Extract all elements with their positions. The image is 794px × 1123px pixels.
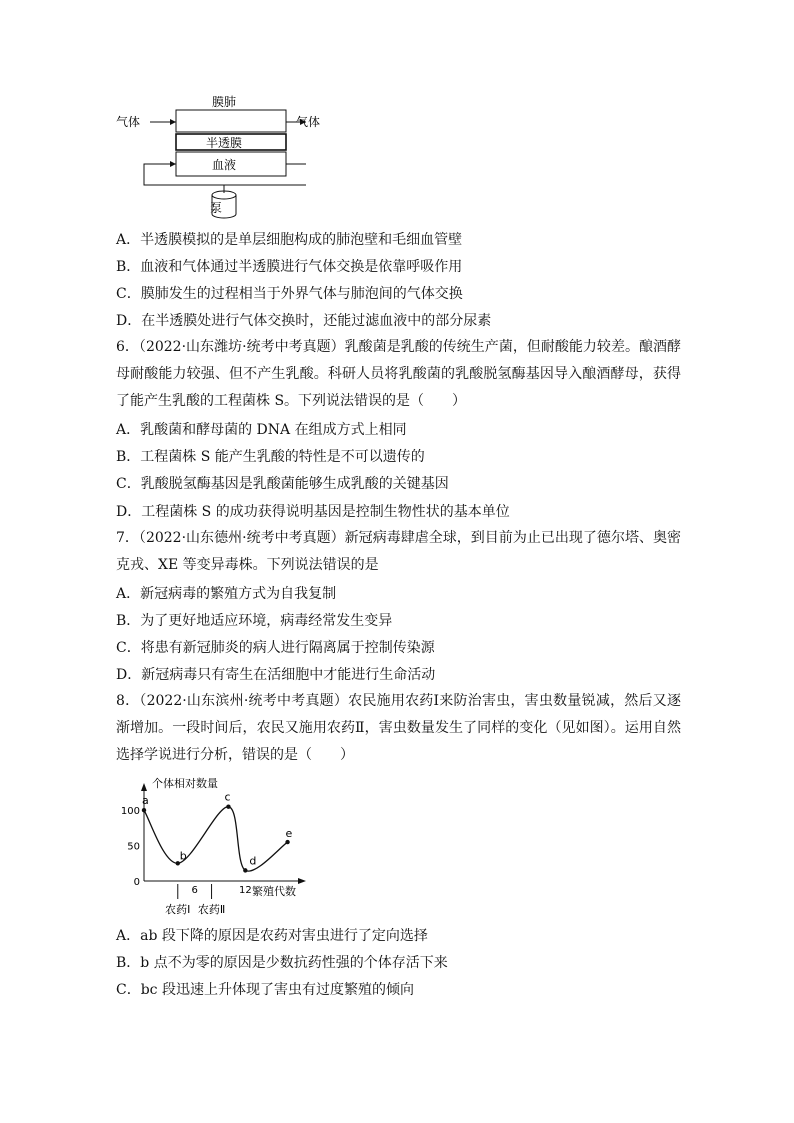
- point-d-label: d: [249, 854, 257, 868]
- q7-option-a: A．新冠病毒的繁殖方式为自我复制: [116, 586, 337, 602]
- y-tick-50: 50: [127, 841, 140, 853]
- point-c-label: c: [224, 790, 231, 804]
- q5-option-b: B．血液和气体通过半透膜进行气体交换是依靠呼吸作用: [116, 259, 463, 275]
- point-d-marker: [243, 868, 247, 872]
- semipermeable-membrane-label: 半透膜: [206, 136, 243, 150]
- q6-option-b: B．工程菌株 S 能产生乳酸的特性是不可以遗传的: [116, 449, 425, 465]
- x-tick-12: 12: [238, 885, 252, 896]
- y-axis-arrow: [141, 783, 147, 791]
- point-e-label: e: [285, 827, 293, 841]
- pump-label: 泵: [210, 201, 223, 215]
- y-tick-100: 100: [120, 806, 140, 818]
- membrane-lung-chamber: [176, 110, 286, 132]
- pest-population-chart: [116, 773, 326, 927]
- gas-out-label: 气体: [296, 115, 321, 129]
- x-tick-6: 6: [191, 885, 198, 896]
- q8-stem: 8．（2022·山东滨州·统考中考真题）农民施用农药Ⅰ来防治害虫，害虫数量锐减，然后又逐渐增加。一段时间后，农民又施用农药Ⅱ，害虫数量发生了同样的变化（见如图）。运用自然选择学说进行分析，错误的是（ ）: [116, 693, 681, 763]
- point-e-marker: [285, 840, 289, 844]
- population-curve: [144, 807, 288, 871]
- q8-option-c: C．bc 段迅速上升体现了害虫有过度繁殖的倾向: [116, 982, 414, 998]
- y-axis-label: 个体相对数量: [152, 777, 218, 790]
- q7-option-d: D．新冠病毒只有寄生在活细胞中才能进行生命活动: [116, 667, 436, 683]
- q5-option-a: A．半透膜模拟的是单层细胞构成的肺泡壁和毛细血管壁: [116, 232, 463, 248]
- membrane-lung-diagram: [116, 92, 336, 226]
- point-a-marker: [142, 808, 146, 812]
- q6-option-c: C．乳酸脱氢酶基因是乳酸菌能够生成乳酸的关键基因: [116, 476, 449, 492]
- q5-option-d: D．在半透膜处进行气体交换时，还能过滤血液中的部分尿素: [116, 313, 492, 329]
- x-axis-arrow: [298, 878, 306, 884]
- point-b-label: b: [179, 849, 187, 863]
- x-axis-label: 繁殖代数: [252, 885, 296, 898]
- point-a-label: a: [142, 794, 149, 808]
- pesticide-2-label: 农药Ⅱ: [197, 903, 226, 916]
- q7-option-b: B．为了更好地适应环境，病毒经常发生变异: [116, 613, 393, 629]
- point-c-marker: [226, 804, 230, 808]
- q6-option-a: A．乳酸菌和酵母菌的 DNA 在组成方式上相同: [116, 422, 407, 438]
- q8-option-a: A．ab 段下降的原因是农药对害虫进行了定向选择: [116, 928, 428, 944]
- q7-option-c: C．将患有新冠肺炎的病人进行隔离属于控制传染源: [116, 640, 435, 656]
- gas-in-label: 气体: [116, 115, 141, 129]
- q5-option-c: C．膜肺发生的过程相当于外界气体与肺泡间的气体交换: [116, 286, 463, 302]
- q6-option-d: D．工程菌株 S 的成功获得说明基因是控制生物性状的基本单位: [116, 504, 510, 520]
- y-tick-0: 0: [133, 877, 140, 888]
- pesticide-1-label: 农药Ⅰ: [165, 903, 191, 916]
- membrane-lung-label: 膜肺: [212, 95, 237, 109]
- q8-option-b: B．b 点不为零的原因是少数抗药性强的个体存活下来: [116, 955, 448, 971]
- q6-stem: 6．（2022·山东潍坊·统考中考真题）乳酸菌是乳酸的传统生产菌，但耐酸能力较差。酿酒酵母耐酸能力较强、但不产生乳酸。科研人员将乳酸菌的乳酸脱氢酶基因导入酿酒酵母，获得了能产生乳酸的工程菌株 S。下列说法错误的是（ ）: [116, 339, 681, 409]
- q7-stem: 7．（2022·山东德州·统考中考真题）新冠病毒肆虐全球，到目前为止已出现了德尔塔、奥密克戎、XE 等变异毒株。下列说法错误的是: [116, 530, 681, 573]
- blood-label: 血液: [212, 158, 237, 172]
